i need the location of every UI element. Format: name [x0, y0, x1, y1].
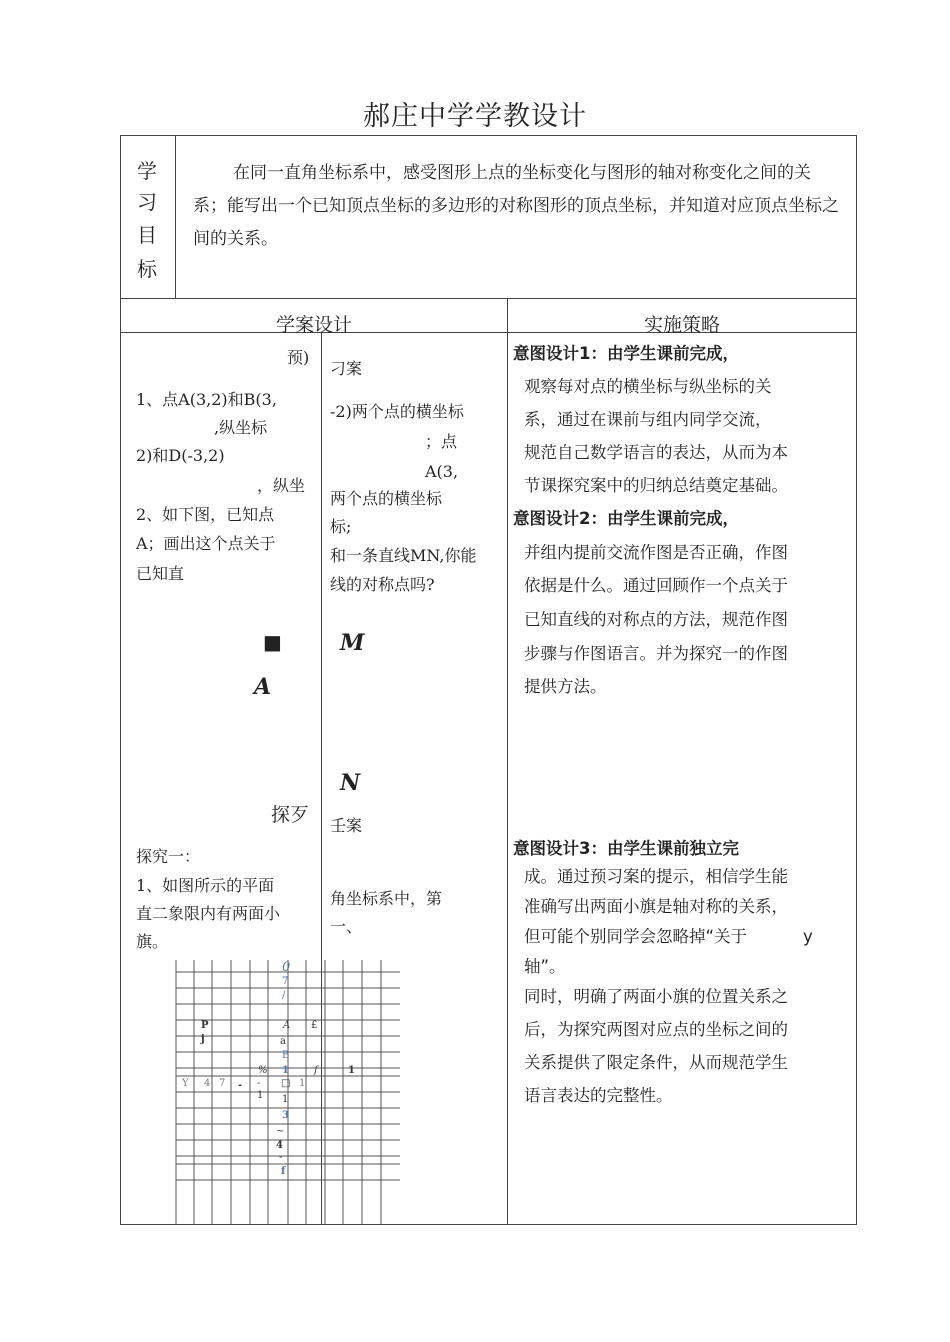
- strategy-heading-1: 意图设计1：由学生课前完成，: [513, 344, 739, 363]
- col2-q2-line: 和一条直线MN,你能: [330, 546, 477, 565]
- objective-text: 在同一直角坐标系中，感受图形上点的坐标变化与图形的轴对称变化之间的关系；能写出一个已知顶点坐标的多边形的对称图形的顶点坐标，并知道对应顶点坐标之间的关系。: [193, 163, 839, 249]
- grid-label: j: [201, 1034, 205, 1045]
- col2-explore-line: 一、: [330, 917, 363, 936]
- strategy-line: 已知直线的对称点的方法，规范作图: [524, 610, 788, 629]
- grid-label: 1: [282, 1094, 289, 1105]
- col1-explore-heading: 探究一：: [136, 847, 201, 866]
- grid-label: Y: [182, 1078, 189, 1089]
- grid-label: f: [281, 1166, 286, 1177]
- grid-label: 7: [282, 976, 289, 987]
- strategy-line: 系，通过在课前与组内同学交流，: [524, 410, 772, 429]
- grid-label: ~: [276, 1126, 285, 1137]
- grid-label: a: [280, 1036, 286, 1047]
- col2-explore-line: 角坐标系中，第: [330, 889, 443, 908]
- strategy-heading-2: 意图设计2：由学生课前完成，: [513, 509, 739, 528]
- strategy-line: 步骤与作图语言。并为探究一的作图: [524, 644, 788, 663]
- objective-char: 目: [137, 223, 157, 247]
- header-strategy: 实施策略: [643, 314, 720, 336]
- grid-label: 1: [348, 1065, 355, 1076]
- grid-label: 3: [282, 1110, 289, 1121]
- col2-q1-line: 标;: [330, 517, 352, 536]
- col1-explore-line: 直二象限内有两面小: [136, 904, 281, 923]
- point-m-label: M: [340, 630, 365, 656]
- grid-label: 4: [276, 1140, 283, 1151]
- col1-q1-line: 1、点A(3,2)和B(3,: [136, 390, 277, 409]
- grid-label: □: [281, 1078, 291, 1089]
- col2-q1-line: -2)两个点的横坐标: [330, 402, 464, 421]
- col1-q2-line: 已知直: [136, 564, 185, 583]
- grid-label: %: [258, 1065, 268, 1076]
- col2-q1-line: 两个点的横坐标: [330, 489, 443, 508]
- col1-explore-line: 1、如图所示的平面: [136, 876, 275, 895]
- col1-preview-tail: 预): [287, 348, 310, 367]
- strategy-line: 准确写出两面小旗是轴对称的关系，: [524, 897, 788, 916]
- strategy-line: 依据是什么。通过回顾作一个点关于: [524, 576, 788, 595]
- grid-label: 0: [282, 960, 291, 975]
- grid-label: 4: [204, 1078, 211, 1089]
- strategy-line: 关系提供了限定条件，从而规范学生: [524, 1053, 788, 1072]
- grid-label: /: [282, 990, 286, 1001]
- strategy-line: 节课探究案中的归纳总结奠定基础。: [524, 476, 788, 495]
- col1-q2-line: 2、如下图，已知点: [136, 505, 275, 524]
- objective-char: 标: [137, 257, 157, 281]
- strategy-line: 提供方法。: [524, 677, 607, 696]
- col1-q1-line: ，纵坐: [257, 476, 306, 495]
- grid-label: P: [201, 1020, 209, 1031]
- strategy-line: 后，为探究两图对应点的坐标之间的: [524, 1020, 788, 1039]
- grid-label: f: [314, 1065, 318, 1076]
- col2-preview-case: 刁案: [330, 359, 363, 378]
- objective-char: 习: [137, 190, 157, 214]
- grid-label: 1: [257, 1090, 264, 1101]
- square-marker: ■: [263, 630, 282, 654]
- strategy-line: 观察每对点的横坐标与纵坐标的关: [524, 377, 772, 396]
- col2-explore-case: 壬案: [330, 816, 363, 835]
- point-a-label: A: [254, 674, 272, 700]
- strategy-line: 语言表达的完整性。: [524, 1086, 673, 1105]
- grid-label: -: [257, 1078, 261, 1089]
- grid-label: B: [282, 1050, 290, 1061]
- strategy-line: 规范自己数学语言的表达，从而为本: [524, 443, 788, 462]
- col2-q2-line: 线的对称点吗?: [330, 575, 435, 594]
- grid-label: £: [311, 1020, 318, 1031]
- col1-q2-line: A；画出这个点关于: [136, 534, 276, 553]
- strategy-line: 成。通过预习案的提示，相信学生能: [524, 867, 788, 886]
- strategy-line: 并组内提前交流作图是否正确，作图: [524, 543, 788, 562]
- col2-q1-line: ；点: [425, 432, 458, 451]
- page-title: 郝庄中学学教设计: [363, 101, 587, 132]
- grid-label: A: [283, 1020, 291, 1031]
- grid-label: 1: [299, 1078, 306, 1089]
- col1-explore-tail: 探歹: [271, 804, 310, 826]
- objective-char: 学: [137, 159, 157, 183]
- grid-label: -: [238, 1080, 243, 1091]
- grid-label: -: [279, 1152, 283, 1163]
- grid-label: 1: [282, 1065, 289, 1076]
- strategy-line: y: [803, 927, 813, 946]
- col1-explore-line: 旗。: [136, 932, 169, 951]
- header-design: 学案设计: [275, 314, 352, 336]
- grid-label: 7: [219, 1078, 226, 1089]
- col1-q1-line: 2)和D(-3,2): [136, 446, 225, 465]
- col2-q1-line: A(3,: [425, 462, 459, 481]
- strategy-line: 同时，明确了两面小旗的位置关系之: [524, 987, 788, 1006]
- col1-q1-line: ,纵坐标: [214, 418, 268, 437]
- strategy-line: 但可能个别同学会忽略掉“关于: [524, 927, 748, 946]
- strategy-line: 轴”。: [524, 957, 566, 976]
- point-n-label: N: [340, 770, 361, 796]
- strategy-heading-3: 意图设计3：由学生课前独立完: [513, 839, 739, 858]
